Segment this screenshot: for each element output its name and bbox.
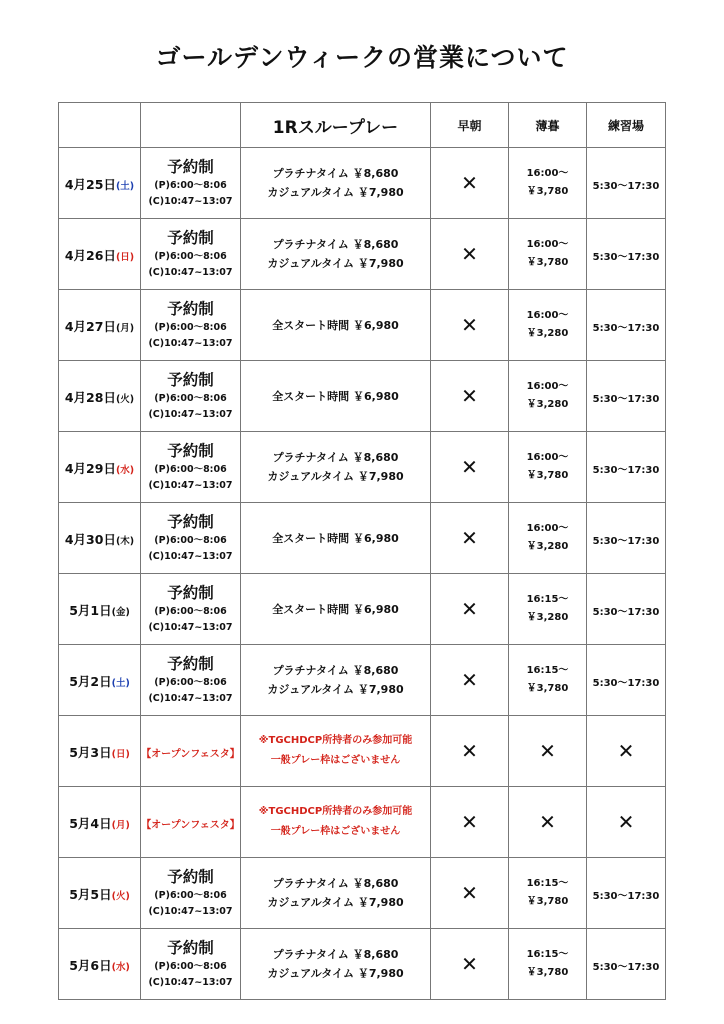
weekday-label: (月) — [115, 322, 135, 334]
reservation-cell — [141, 645, 241, 716]
date-label: 4月27日 — [64, 318, 116, 334]
early-cell — [431, 148, 509, 219]
date-cell — [59, 929, 141, 1000]
play-price-cell — [241, 219, 431, 290]
date-label: 4月30日 — [64, 531, 116, 547]
practice-cell — [587, 148, 666, 219]
price-line: カジュアルタイム ￥7,980 — [267, 896, 404, 909]
reservation-cell — [141, 574, 241, 645]
date-label: 5月5日 — [69, 886, 112, 902]
page-title: ゴールデンウィークの営業について — [155, 43, 569, 72]
date-label: 4月25日 — [64, 176, 116, 192]
price-line: プラチナタイム ￥8,680 — [272, 877, 399, 890]
weekday-label: (日) — [115, 251, 135, 263]
weekday-label: (火) — [111, 890, 130, 902]
c-time: (C)10:47~13:07 — [148, 479, 233, 491]
cross-icon: ✕ — [461, 170, 478, 195]
date-cell — [59, 503, 141, 574]
practice-cell — [587, 219, 666, 290]
reservation-cell — [141, 219, 241, 290]
table-row — [59, 858, 666, 929]
early-cell — [431, 361, 509, 432]
date-cell — [59, 290, 141, 361]
dusk-cell — [509, 361, 587, 432]
date-cell — [59, 219, 141, 290]
practice-hours: 5:30～17:30 — [592, 251, 660, 263]
notice-cell — [241, 787, 431, 858]
dusk-price: ￥3,780 — [526, 896, 569, 907]
price-line: プラチナタイム ￥8,680 — [272, 167, 399, 180]
reservation-title: 予約制 — [167, 370, 214, 389]
early-cell — [431, 716, 509, 787]
table-row — [59, 574, 666, 645]
practice-hours: 5:30～17:30 — [592, 677, 660, 689]
schedule-body — [59, 148, 666, 1000]
dusk-cell — [509, 929, 587, 1000]
reservation-cell — [141, 148, 241, 219]
date-cell — [59, 574, 141, 645]
open-festa-label: 【オープンフェスタ】 — [141, 819, 240, 831]
price-line: プラチナタイム ￥8,680 — [272, 451, 399, 464]
practice-hours: 5:30～17:30 — [592, 961, 660, 973]
play-price-cell — [241, 290, 431, 361]
notice-line: ※TGCHDCP所持者のみ参加可能 — [258, 806, 413, 817]
price-line: カジュアルタイム ￥7,980 — [267, 257, 404, 270]
date-cell — [59, 645, 141, 716]
date-label: 5月2日 — [69, 673, 112, 689]
cross-icon: ✕ — [461, 312, 478, 337]
weekday-label: (火) — [115, 393, 135, 405]
reservation-cell — [141, 503, 241, 574]
practice-cell — [587, 432, 666, 503]
reservation-cell — [141, 929, 241, 1000]
date-label: 5月6日 — [69, 957, 112, 973]
table-row — [59, 219, 666, 290]
date-label: 5月3日 — [69, 744, 112, 760]
weekday-label: (月) — [111, 819, 130, 831]
weekday-label: (土) — [111, 677, 130, 689]
dusk-cell — [509, 858, 587, 929]
price-line: 全スタート時間 ￥6,980 — [272, 531, 399, 545]
dusk-start: 16:15～ — [526, 665, 569, 676]
play-price-cell — [241, 574, 431, 645]
reservation-title: 予約制 — [167, 157, 214, 176]
price-line: プラチナタイム ￥8,680 — [272, 238, 399, 251]
dusk-cell — [509, 787, 587, 858]
c-time: (C)10:47~13:07 — [148, 408, 233, 420]
practice-cell — [587, 787, 666, 858]
practice-hours: 5:30～17:30 — [592, 322, 660, 334]
play-price-cell — [241, 858, 431, 929]
practice-hours: 5:30～17:30 — [592, 890, 660, 902]
cross-icon: ✕ — [539, 809, 556, 834]
early-cell — [431, 290, 509, 361]
price-line: 全スタート時間 ￥6,980 — [272, 318, 399, 332]
price-line: カジュアルタイム ￥7,980 — [267, 683, 404, 696]
cross-icon: ✕ — [461, 880, 478, 905]
reservation-title: 予約制 — [167, 299, 214, 318]
cross-icon: ✕ — [461, 525, 478, 550]
reservation-title: 予約制 — [167, 441, 214, 460]
reservation-title: 予約制 — [167, 654, 214, 673]
early-cell — [431, 787, 509, 858]
c-time: (C)10:47~13:07 — [148, 550, 233, 562]
cross-icon: ✕ — [539, 738, 556, 763]
early-cell — [431, 432, 509, 503]
date-cell — [59, 787, 141, 858]
header-early: 早朝 — [431, 103, 509, 148]
early-cell — [431, 503, 509, 574]
practice-hours: 5:30～17:30 — [592, 393, 660, 405]
cross-icon: ✕ — [461, 241, 478, 266]
c-time: (C)10:47~13:07 — [148, 337, 233, 349]
dusk-cell — [509, 645, 587, 716]
weekday-label: (水) — [111, 961, 130, 973]
date-label: 5月1日 — [69, 602, 112, 618]
c-time: (C)10:47~13:07 — [148, 621, 233, 633]
reservation-title: 予約制 — [167, 228, 214, 247]
dusk-start: 16:15～ — [526, 878, 569, 889]
weekday-label: (日) — [111, 748, 130, 760]
play-price-cell — [241, 645, 431, 716]
dusk-start: 16:15～ — [526, 594, 569, 605]
header-date — [59, 103, 141, 148]
dusk-start: 16:00～ — [526, 452, 569, 463]
price-line: カジュアルタイム ￥7,980 — [267, 967, 404, 980]
c-time: (C)10:47~13:07 — [148, 905, 233, 917]
p-time: (P)6:00～8:06 — [154, 250, 227, 262]
p-time: (P)6:00～8:06 — [154, 392, 227, 404]
practice-cell — [587, 361, 666, 432]
date-cell — [59, 432, 141, 503]
event-cell — [141, 787, 241, 858]
cross-icon: ✕ — [461, 454, 478, 479]
play-price-cell — [241, 148, 431, 219]
date-label: 4月26日 — [64, 247, 116, 263]
schedule-table — [58, 102, 666, 1000]
table-row — [59, 503, 666, 574]
table-row — [59, 361, 666, 432]
weekday-label: (金) — [111, 606, 130, 618]
practice-cell — [587, 858, 666, 929]
reservation-title: 予約制 — [167, 512, 214, 531]
table-row — [59, 787, 666, 858]
reservation-title: 予約制 — [167, 867, 214, 886]
p-time: (P)6:00～8:06 — [154, 960, 227, 972]
dusk-price: ￥3,780 — [526, 470, 569, 481]
dusk-cell — [509, 432, 587, 503]
notice-line: 一般プレー枠はございません — [270, 755, 401, 766]
p-time: (P)6:00～8:06 — [154, 321, 227, 333]
price-line: カジュアルタイム ￥7,980 — [267, 186, 404, 199]
reservation-title: 予約制 — [167, 583, 214, 602]
date-label: 4月28日 — [64, 389, 116, 405]
practice-cell — [587, 716, 666, 787]
dusk-start: 16:00～ — [526, 168, 569, 179]
notice-line: 一般プレー枠はございません — [270, 826, 401, 837]
weekday-label: (土) — [115, 180, 135, 192]
reservation-cell — [141, 361, 241, 432]
notice-line: ※TGCHDCP所持者のみ参加可能 — [258, 735, 413, 746]
early-cell — [431, 219, 509, 290]
cross-icon: ✕ — [617, 809, 635, 834]
practice-hours: 5:30～17:30 — [592, 180, 660, 192]
dusk-price: ￥3,780 — [526, 967, 569, 978]
cross-icon: ✕ — [461, 951, 478, 976]
table-row — [59, 645, 666, 716]
header-practice: 練習場 — [587, 103, 666, 148]
dusk-start: 16:00～ — [526, 310, 569, 321]
dusk-price: ￥3,780 — [526, 683, 569, 694]
practice-hours: 5:30～17:30 — [592, 464, 660, 476]
weekday-label: (木) — [115, 535, 135, 547]
table-row — [59, 290, 666, 361]
dusk-start: 16:00～ — [526, 523, 569, 534]
early-cell — [431, 858, 509, 929]
table-row — [59, 148, 666, 219]
p-time: (P)6:00～8:06 — [154, 676, 227, 688]
table-row — [59, 716, 666, 787]
early-cell — [431, 574, 509, 645]
event-cell — [141, 716, 241, 787]
cross-icon: ✕ — [461, 667, 478, 692]
cross-icon: ✕ — [461, 738, 478, 763]
play-price-cell — [241, 432, 431, 503]
price-line: 全スタート時間 ￥6,980 — [272, 602, 399, 616]
dusk-cell — [509, 148, 587, 219]
price-line: カジュアルタイム ￥7,980 — [267, 470, 404, 483]
reservation-cell — [141, 858, 241, 929]
play-price-cell — [241, 361, 431, 432]
date-cell — [59, 858, 141, 929]
p-time: (P)6:00～8:06 — [154, 534, 227, 546]
p-time: (P)6:00～8:06 — [154, 463, 227, 475]
price-line: 全スタート時間 ￥6,980 — [272, 389, 399, 403]
header-dusk: 薄暮 — [509, 103, 587, 148]
dusk-price: ￥3,280 — [526, 612, 569, 623]
p-time: (P)6:00～8:06 — [154, 179, 227, 191]
cross-icon: ✕ — [461, 596, 478, 621]
date-cell — [59, 361, 141, 432]
early-cell — [431, 929, 509, 1000]
header-1r-through-play: 1Rスループレー — [241, 103, 431, 148]
dusk-price: ￥3,280 — [526, 328, 569, 339]
dusk-start: 16:00～ — [526, 381, 569, 392]
header-row — [59, 103, 666, 148]
date-cell — [59, 148, 141, 219]
play-price-cell — [241, 503, 431, 574]
weekday-label: (水) — [115, 464, 135, 476]
practice-cell — [587, 574, 666, 645]
dusk-price: ￥3,780 — [526, 257, 569, 268]
c-time: (C)10:47~13:07 — [148, 266, 233, 278]
price-line: プラチナタイム ￥8,680 — [272, 664, 399, 677]
dusk-cell — [509, 219, 587, 290]
dusk-start: 16:15～ — [526, 949, 569, 960]
dusk-price: ￥3,280 — [526, 399, 569, 410]
date-label: 4月29日 — [64, 460, 116, 476]
cross-icon: ✕ — [617, 738, 635, 763]
dusk-cell — [509, 503, 587, 574]
practice-cell — [587, 503, 666, 574]
reservation-cell — [141, 432, 241, 503]
table-row — [59, 432, 666, 503]
dusk-price: ￥3,280 — [526, 541, 569, 552]
c-time: (C)10:47~13:07 — [148, 976, 233, 988]
dusk-start: 16:00～ — [526, 239, 569, 250]
practice-hours: 5:30～17:30 — [592, 535, 660, 547]
open-festa-label: 【オープンフェスタ】 — [141, 748, 240, 760]
dusk-cell — [509, 574, 587, 645]
c-time: (C)10:47~13:07 — [148, 195, 233, 207]
c-time: (C)10:47~13:07 — [148, 692, 233, 704]
practice-cell — [587, 290, 666, 361]
header-reservation — [141, 103, 241, 148]
dusk-cell — [509, 290, 587, 361]
price-line: プラチナタイム ￥8,680 — [272, 948, 399, 961]
notice-cell — [241, 716, 431, 787]
dusk-cell — [509, 716, 587, 787]
p-time: (P)6:00～8:06 — [154, 605, 227, 617]
p-time: (P)6:00～8:06 — [154, 889, 227, 901]
reservation-title: 予約制 — [167, 938, 214, 957]
early-cell — [431, 645, 509, 716]
table-row — [59, 929, 666, 1000]
date-cell — [59, 716, 141, 787]
dusk-price: ￥3,780 — [526, 186, 569, 197]
cross-icon: ✕ — [461, 809, 478, 834]
practice-hours: 5:30～17:30 — [592, 606, 660, 618]
reservation-cell — [141, 290, 241, 361]
play-price-cell — [241, 929, 431, 1000]
cross-icon: ✕ — [461, 383, 478, 408]
practice-cell — [587, 645, 666, 716]
date-label: 5月4日 — [69, 815, 112, 831]
practice-cell — [587, 929, 666, 1000]
